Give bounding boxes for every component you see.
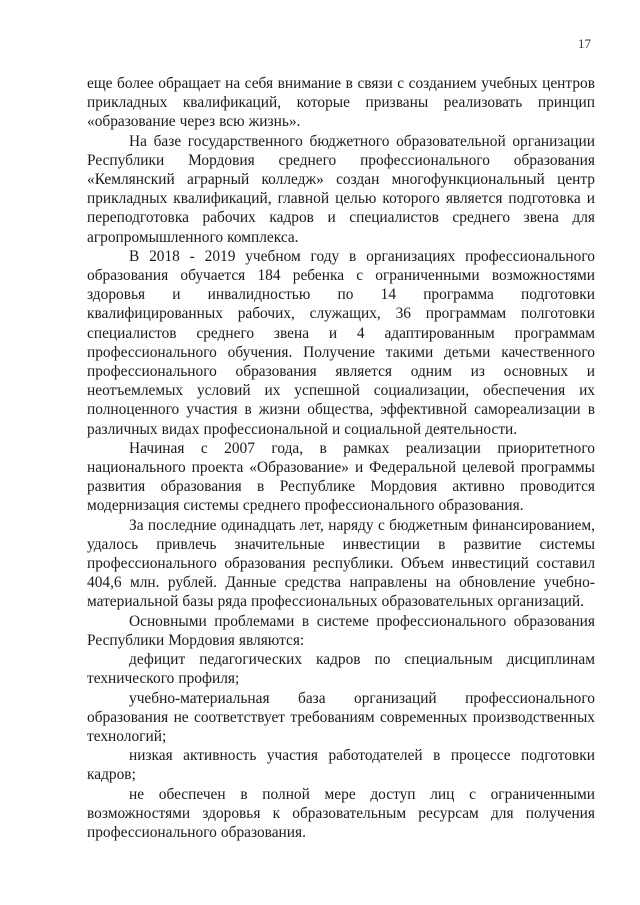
paragraph-kemlyansky-college: На базе государственного бюджетного образовательной организации Республики Мордовия среднего профессионального образования «Кемлянский аграрный колледж» создан многофункциональный центр прикладных квалификаций, главной целью которого является подготовка и переподготовка рабочих кадров и специалистов среднего звена для агропромышленного комплекса.	[87, 132, 595, 246]
paragraph-continuation: еще более обращает на себя внимание в связи с созданием учебных центров прикладных квалификаций, которые призваны реализовать принцип «образование через всю жизнь».	[87, 75, 595, 131]
problem-item-material-base: учебно-материальная база организаций профессионального образования не соответствует требованиям современных производственных технологий;	[87, 689, 595, 745]
paragraph-investments: За последние одинадцать лет, наряду с бюджетным финансированием, удалось привлечь значительные инвестиции в развитие системы профессионального образования республики. Объем инвестиций составил 404,6 млн. рублей. Данные средства направлены на обновление учебно-материальной базы ряда профессиональных образовательных организаций.	[87, 516, 595, 611]
problem-item-employer-activity: низкая активность участия работодателей в процессе подготовки кадров;	[87, 747, 595, 784]
paragraph-students-disabilities: В 2018 - 2019 учебном году в организациях профессионального образования обучается 184 ребенка с ограниченными возможностями здоровья и инвалидностью по 14 программа подготовки квалифицированных рабочих, служащих, 36 программам полготовки специалистов среднего звена и 4 адаптированным программам профессионального обучения. Получение такими детьми качественного профессионального образования является одним из основных и неотъемлемых условий их успешной социализации, обеспечения их полноценного участия в жизни общества, эффективной самореализации в различных видах профессиональной и социальной деятельности.	[87, 247, 595, 438]
problem-item-teacher-shortage: дефицит педагогических кадров по специальным дисциплинам технического профиля;	[87, 651, 595, 688]
paragraph-modernization: Начиная с 2007 года, в рамках реализации приоритетного национального проекта «Образование» и Федеральной целевой программы развития образования в Республике Мордовия активно проводится модернизация системы среднего профессионального образования.	[87, 439, 595, 515]
page-number: 17	[578, 36, 591, 51]
paragraph-problems-intro: Основными проблемами в системе профессионального образования Республики Мордовия являются:	[87, 612, 595, 649]
problem-item-access: не обеспечен в полной мере доступ лиц с ограниченными возможностями здоровья к образовательным ресурсам для получения профессионального образования.	[87, 785, 595, 841]
document-body	[87, 74, 595, 842]
